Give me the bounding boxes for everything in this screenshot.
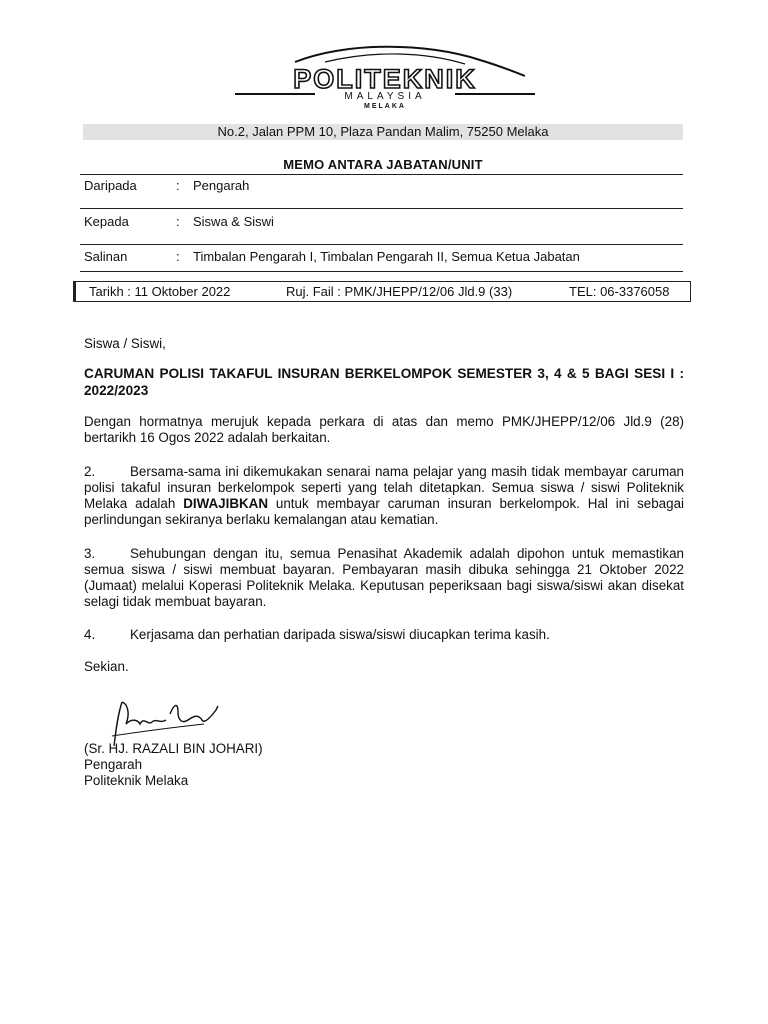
field-colon: : [176, 214, 180, 229]
salutation: Siswa / Siswi, [84, 336, 166, 351]
field-value-kepada: Siswa & Siswi [193, 214, 274, 229]
reference-date: Tarikh : 11 Oktober 2022 [89, 284, 231, 299]
reference-file: Ruj. Fail : PMK/JHEPP/12/06 Jld.9 (33) [286, 284, 513, 299]
signatory-title: Pengarah [84, 757, 143, 772]
field-value-salinan: Timbalan Pengarah I, Timbalan Pengarah II, Semua Ketua Jabatan [193, 249, 580, 264]
reference-tel: TEL: 06-3376058 [569, 284, 670, 299]
paragraph-text: untuk membayar caruman insuran berkelompok. Hal ini sebagai perlindungan sekiranya berlaku kemalangan atau kematian. [84, 496, 684, 527]
closing: Sekian. [84, 659, 129, 674]
field-label-kepada: Kepada [84, 214, 129, 229]
memo-title: MEMO ANTARA JABATAN/UNIT [283, 157, 483, 172]
emphasis-text: DIWAJIBKAN [183, 496, 268, 511]
field-colon: : [176, 178, 180, 193]
divider [80, 208, 683, 209]
address-bar: No.2, Jalan PPM 10, Plaza Pandan Malim, 75250 Melaka [83, 124, 683, 140]
paragraph-text: Sehubungan dengan itu, semua Penasihat Akademik adalah dipohon untuk memastikan semua siswa / siswi membuat bayaran. Pembayaran masih dibuka sehingga 21 Oktober 2022 (Jumaat) melalui Koperasi Politeknik Melaka. Keputusan peperiksaan bagi siswa/siswi akan disekat selagi tidak membuat bayaran. [84, 546, 684, 609]
signatory-name: (Sr. HJ. RAZALI BIN JOHARI) [84, 741, 263, 756]
divider [80, 271, 683, 272]
paragraph-4 [84, 627, 684, 643]
paragraph-number: 2. [84, 464, 96, 479]
signatory-organization: Politeknik Melaka [84, 773, 189, 788]
paragraph-text: Bersama-sama ini dikemukakan senarai nama pelajar yang masih tidak membayar caruman polisi takaful insuran berkelompok seperti yang telah ditetapkan. Semua siswa / siswi Politeknik Melaka adalah [84, 464, 684, 511]
divider [80, 174, 683, 175]
divider [80, 244, 683, 245]
field-colon: : [176, 249, 180, 264]
intro-paragraph: Dengan hormatnya merujuk kepada perkara di atas dan memo PMK/JHEPP/12/06 Jld.9 (28) bertarikh 16 Ogos 2022 adalah berkaitan. [84, 414, 684, 445]
paragraph-2 [84, 464, 684, 528]
field-label-salinan: Salinan [84, 249, 128, 264]
field-label-daripada: Daripada [84, 178, 137, 193]
logo-sub-text: MALAYSIA [344, 91, 426, 102]
politeknik-logo [225, 42, 545, 112]
field-value-daripada: Pengarah [193, 178, 250, 193]
paragraph-text: Kerjasama dan perhatian daripada siswa/siswi diucapkan terima kasih. [130, 627, 550, 642]
reference-box [73, 281, 691, 302]
paragraph-3 [84, 546, 684, 610]
subject-heading: CARUMAN POLISI TAKAFUL INSURAN BERKELOMPOK SEMESTER 3, 4 & 5 BAGI SESI I : 2022/2023 [84, 366, 684, 398]
logo-main-text: POLITEKNIK [293, 64, 477, 94]
paragraph-number: 3. [84, 546, 96, 561]
paragraph-number: 4. [84, 627, 96, 642]
logo-campus-text: MELAKA [364, 103, 406, 110]
